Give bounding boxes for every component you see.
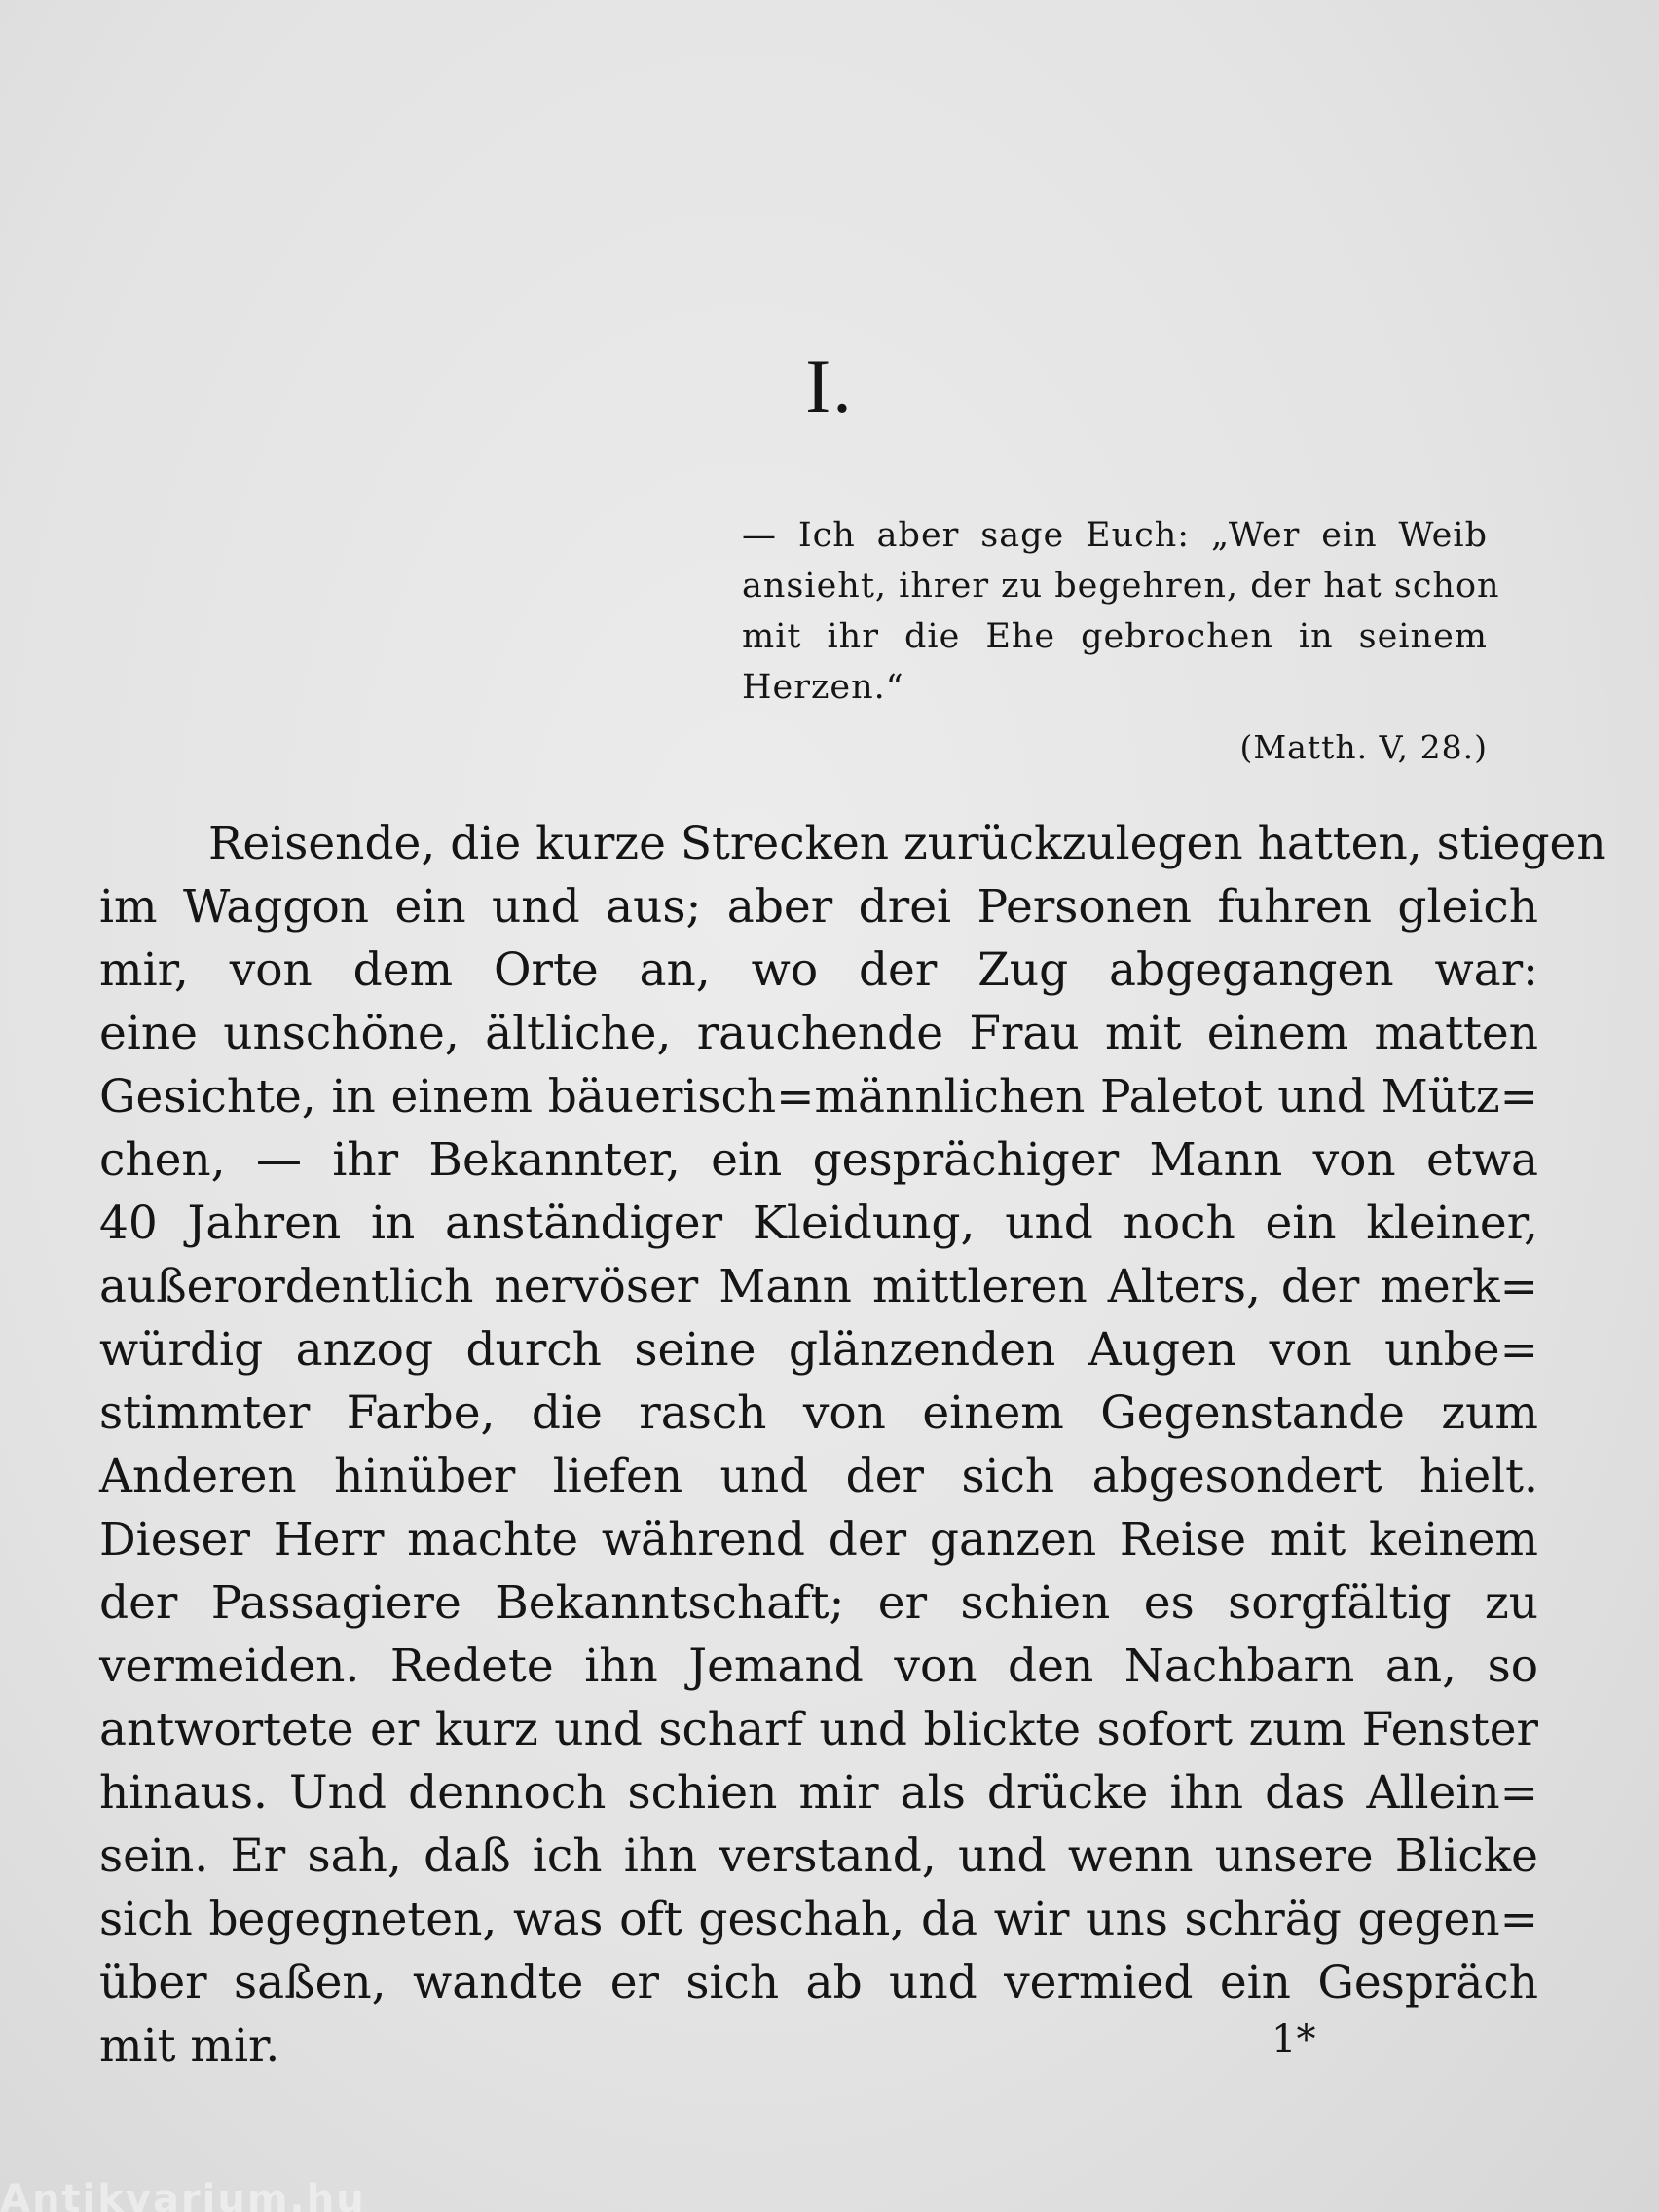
text-line: hinaus. Und dennoch schien mir als drücke ihn das Allein= [99,1766,1538,1820]
text-line: würdig anzog durch seine glänzenden Augen von unbe= [99,1323,1538,1377]
chapter-number: I. [805,344,854,428]
text-line: sich begegneten, was oft geschah, da wir uns schräg gegen= [99,1893,1538,1946]
text-line: vermeiden. Redete ihn Jemand von den Nachbarn an, so [99,1640,1538,1693]
text-line: 40 Jahren in anständiger Kleidung, und noch ein kleiner, [99,1197,1538,1250]
text-line: mir, von dem Orte an, wo der Zug abgegangen war: [99,943,1538,997]
text-line: Anderen hinüber liefen und der sich abgesondert hielt. [99,1450,1538,1503]
watermark: Antikvarium.hu [0,2177,366,2212]
text-line: stimmter Farbe, die rasch von einem Gegenstande zum [99,1386,1538,1440]
text-line: außerordentlich nervöser Mann mittleren Alters, der merk= [99,1260,1538,1313]
text-line: Reisende, die kurze Strecken zurückzulegen hatten, stiegen [208,817,1606,870]
text-line: im Waggon ein und aus; aber drei Personen fuhren gleich [99,880,1538,934]
text-line: über saßen, wandte er sich ab und vermied ein Gespräch [99,1956,1538,2009]
text-line: Gesichte, in einem bäuerisch=männlichen Paletot und Mütz= [99,1070,1538,1124]
text-line: Dieser Herr machte während der ganzen Reise mit keinem [99,1513,1538,1567]
text-line: chen, — ihr Bekannter, ein gesprächiger Mann von etwa [99,1133,1538,1187]
epigraph [742,510,1500,766]
body-paragraph [99,812,1606,2078]
epigraph-line: — Ich aber sage Euch: „Wer ein Weib [742,516,1488,555]
text-line: mit mir. [99,2019,280,2073]
epigraph-line: Herzen.“ [742,668,904,707]
text-line: antwortete er kurz und scharf und blickte sofort zum Fenster [99,1703,1538,1756]
text-line: eine unschöne, ältliche, rauchende Frau mit einem matten [99,1007,1538,1060]
text-line: der Passagiere Bekanntschaft; er schien es sorgfältig zu [99,1576,1538,1630]
epigraph-line: mit ihr die Ehe gebrochen in seinem [742,617,1488,656]
signature-mark: 1* [1272,2017,1316,2062]
epigraph-source: (Matth. V, 28.) [1239,728,1488,766]
epigraph-line: ansieht, ihrer zu begehren, der hat schon [742,567,1500,606]
text-line: sein. Er sah, daß ich ihn verstand, und wenn unsere Blicke [99,1829,1538,1883]
